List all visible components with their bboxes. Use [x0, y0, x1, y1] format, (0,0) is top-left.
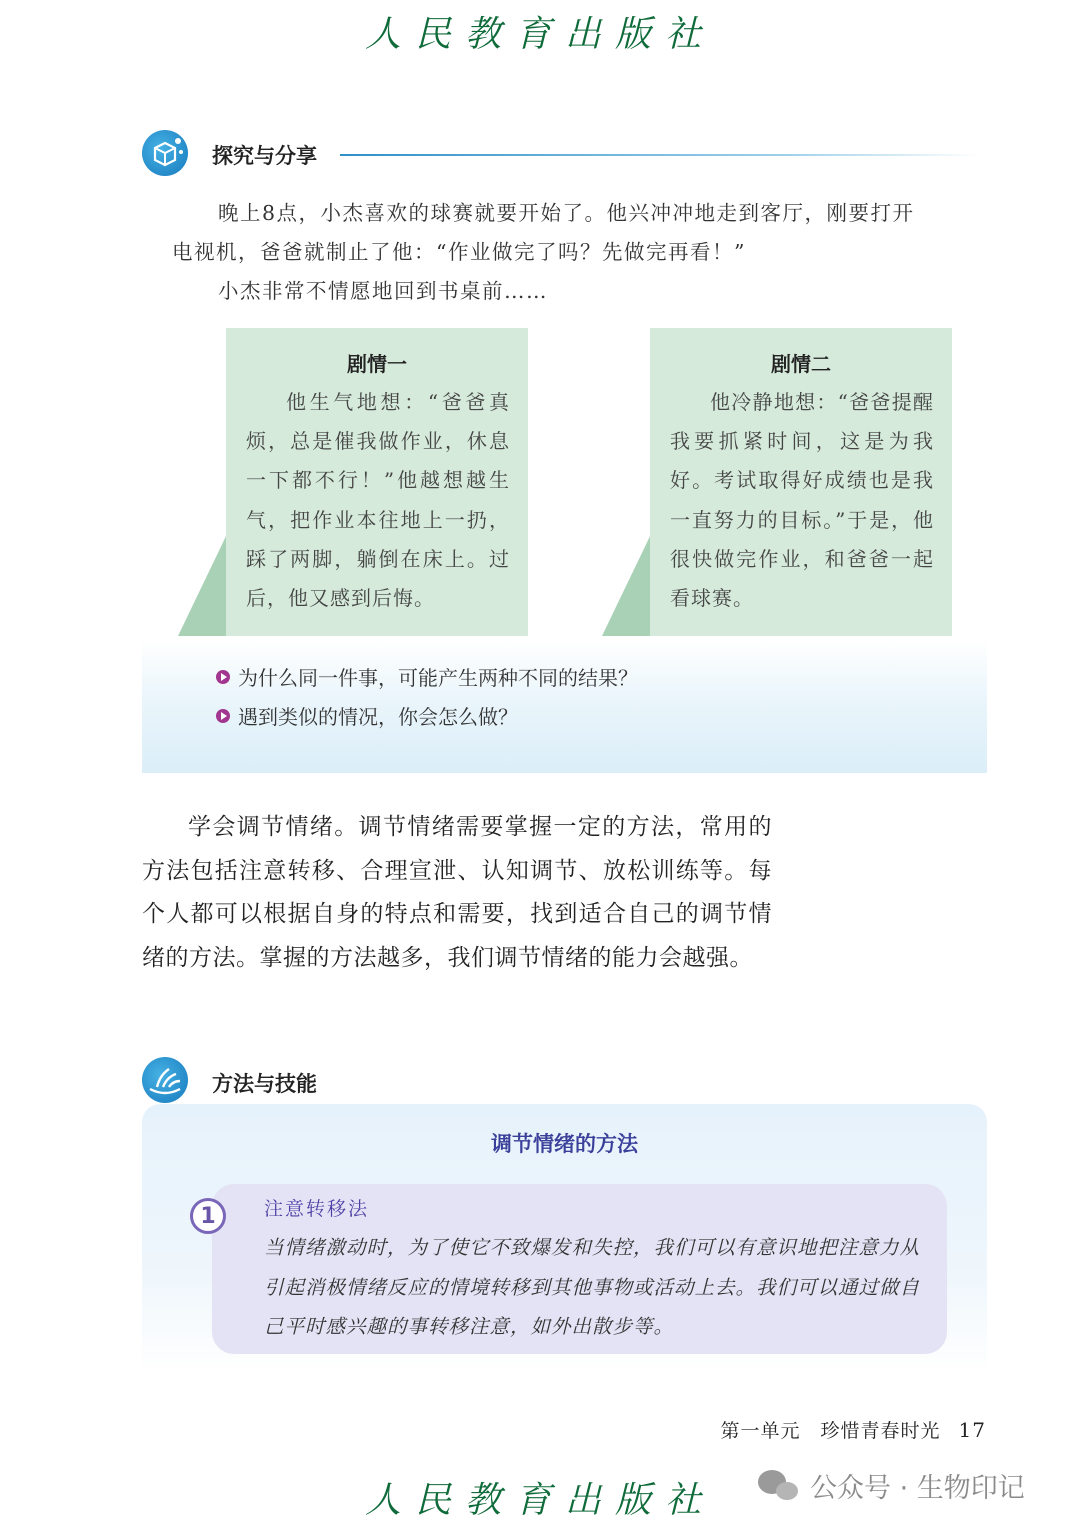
question-1: [216, 662, 638, 691]
intro-line-1: 晚上8点，小杰喜欢的球赛就要开始了。他兴冲冲地走到客厅，刚要打开: [218, 201, 915, 225]
card-fold-2: [602, 532, 652, 636]
page-number: 17: [958, 1418, 986, 1442]
question-1-text: 为什么同一件事，可能产生两种不同的结果？: [238, 666, 638, 690]
publisher-logo-top: 人民教育出版社: [364, 14, 715, 55]
story-2-text: 他冷静地想：“爸爸提醒我要抓紧时间，这是为我好。考试取得好成绩也是我一直努力的目标。”于是，他很快做完作业，和爸爸一起看球赛。: [670, 390, 934, 611]
method-skill-icon: [142, 1057, 188, 1103]
method-panel-title: 调节情绪的方法: [491, 1132, 638, 1156]
publisher-logo-bottom: 人民教育出版社: [364, 1480, 715, 1521]
intro-line-2: 电视机，爸爸就制止了他：“作业做完了吗？先做完再看！”: [172, 240, 746, 264]
method-description: 当情绪激动时，为了使它不致爆发和失控，我们可以有意识地把注意力从引起消极情绪反应的情境转移到其他事物或活动上去。我们可以通过做自己平时感兴趣的事转移注意，如外出散步等。: [264, 1236, 921, 1338]
section-divider: [340, 154, 980, 156]
watermark: [758, 1466, 1025, 1505]
page-footer: [721, 1416, 986, 1443]
intro-line-3: 小杰非常不情愿地回到书桌前……: [218, 279, 548, 303]
method-name: 注意转移法: [264, 1198, 370, 1220]
story-1-text: 他生气地想：“爸爸真烦，总是催我做作业，休息一下都不行！”他越想越生气，把作业本往地上一扔，踩了两脚，躺倒在床上。过后，他又感到后悔。: [246, 390, 510, 611]
play-bullet-icon: [216, 709, 230, 723]
explore-share-icon: [142, 130, 188, 176]
story-1-title: 剧情一: [347, 352, 407, 376]
story-2-title: 剧情二: [771, 352, 831, 376]
body-paragraph: 学会调节情绪。调节情绪需要掌握一定的方法，常用的方法包括注意转移、合理宣泄、认知调节、放松训练等。每个人都可以根据自身的特点和需要，找到适合自己的调节情绪的方法。掌握的方法越多，我们调节情绪的能力会越强。: [142, 814, 772, 971]
section-title-method: 方法与技能: [212, 1072, 317, 1096]
story-card-1: [226, 328, 528, 636]
question-2-text: 遇到类似的情况，你会怎么做？: [238, 705, 518, 729]
footer-unit: 第一单元 珍惜青春时光: [720, 1420, 941, 1442]
section-title-explore: 探究与分享: [212, 144, 317, 168]
method-number-badge: 1: [190, 1198, 226, 1234]
card-fold-1: [178, 532, 228, 636]
question-2: [216, 701, 518, 730]
watermark-text: 公众号 · 生物印记: [810, 1473, 1025, 1504]
wechat-icon: [758, 1470, 800, 1502]
story-card-2: [650, 328, 952, 636]
play-bullet-icon: [216, 670, 230, 684]
